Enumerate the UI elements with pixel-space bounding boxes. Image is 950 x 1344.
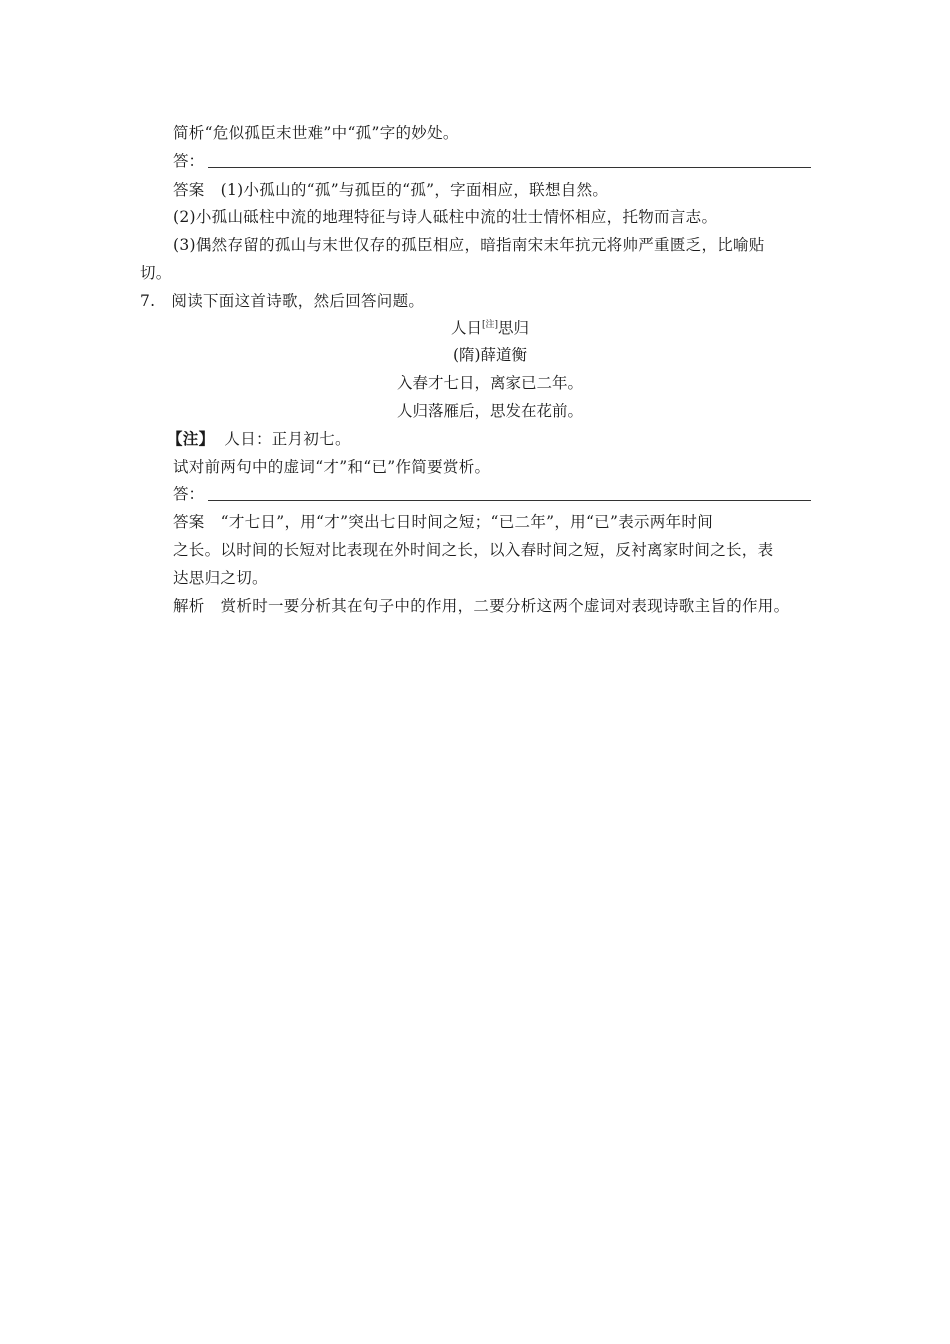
poem-note-marker: [注] xyxy=(481,319,499,330)
q7-question: 试对前两句中的虚词“才”和“已”作简要赏析。 xyxy=(173,458,491,476)
poem-title: 人日[注]思归 xyxy=(450,319,530,337)
q6-prompt: 简析“危似孤臣末世难”中“孤”字的妙处。 xyxy=(173,124,459,142)
q6-answer-2: (2)小孤山砥柱中流的地理特征与诗人砥柱中流的壮士情怀相应，托物而言志。 xyxy=(173,208,718,226)
poem-line-2: 人归落雁后，思发在花前。 xyxy=(396,402,583,420)
poem-author: (隋)薛道衡 xyxy=(452,346,528,364)
q6-answer-1: 答案 (1)小孤山的“孤”与孤臣的“孤”，字面相应，联想自然。 xyxy=(173,181,609,199)
q7-answer-blank[interactable] xyxy=(208,486,811,501)
q6-answer-3b: 切。 xyxy=(140,264,172,282)
q7-answer-label: 答： xyxy=(173,485,205,503)
q7-number: 7. xyxy=(140,292,156,310)
q6-answer-label: 答： xyxy=(173,152,205,170)
q6-answer-tag: 答案 xyxy=(173,181,205,199)
q7-answer-b: 之长。以时间的长短对比表现在外时间之长，以入春时间之短，反衬离家时间之长，表 xyxy=(173,541,774,559)
q7-analysis: 解析 赏析时一要分析其在句子中的作用，二要分析这两个虚词对表现诗歌主旨的作用。 xyxy=(173,597,790,615)
poem-line-1: 入春才七日，离家已二年。 xyxy=(396,374,583,392)
q7-answer-a: 答案 “才七日”，用“才”突出七日时间之短；“已二年”，用“已”表示两年时间 xyxy=(173,513,714,531)
poem-note-label: 【注】 xyxy=(167,429,215,448)
q7-analysis-tag: 解析 xyxy=(173,597,205,615)
q7-answer-tag: 答案 xyxy=(173,513,205,531)
poem-note: 【注】 人日：正月初七。 xyxy=(167,429,351,448)
q6-answer-blank[interactable] xyxy=(208,153,811,168)
q7-instruction: 7. 阅读下面这首诗歌，然后回答问题。 xyxy=(140,292,425,310)
q6-answer-field[interactable] xyxy=(173,151,811,171)
q7-answer-field[interactable] xyxy=(173,484,811,504)
q6-answer-3a: (3)偶然存留的孤山与末世仅存的孤臣相应，暗指南宋末年抗元将帅严重匮乏，比喻贴 xyxy=(173,236,765,254)
q7-answer-c: 达思归之切。 xyxy=(173,569,268,587)
